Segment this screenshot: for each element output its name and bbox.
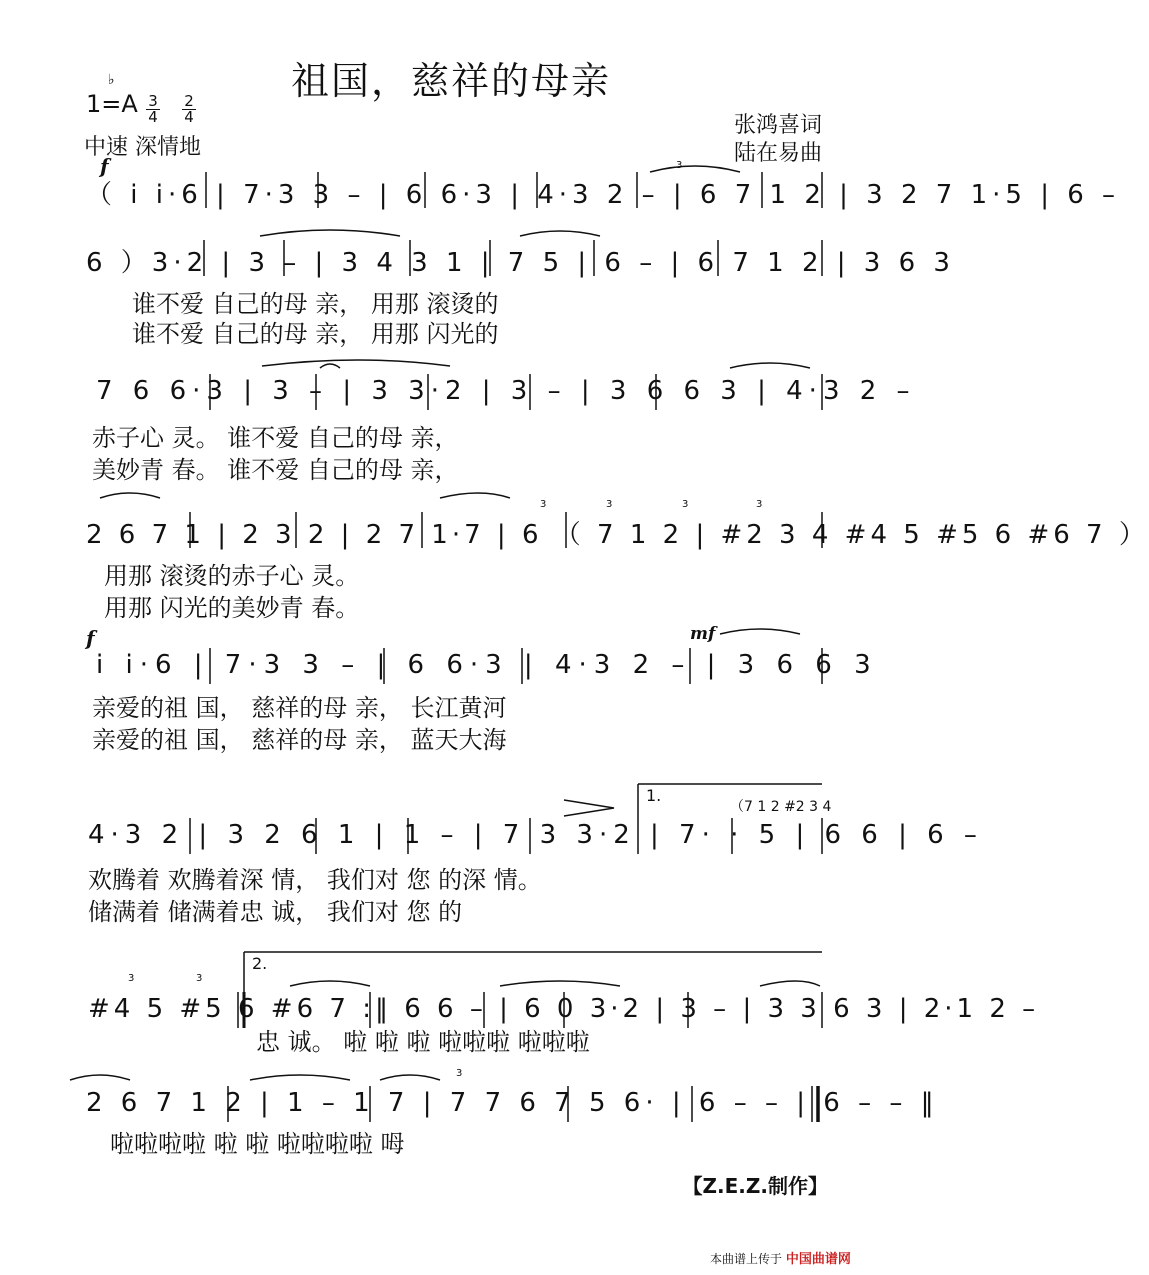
tempo-marking: 中速 深情地 (84, 135, 201, 160)
meter-numerator: 2 (184, 92, 194, 110)
svg-text:3: 3 (676, 160, 683, 171)
lyrics-system-5-verse-1: 亲爱的祖 国， 慈祥的母 亲， 长江黄河 (92, 694, 507, 722)
volta-2-label: 2. (252, 954, 268, 973)
key-letter: A (121, 90, 138, 118)
notation-system-5: i i·6 | 7·3 3 – | 6 6·3 | 4·3 2 – | 3 6 6 3 (96, 650, 878, 680)
lyrics-system-4-verse-1: 用那 滚烫的赤子心 灵。 (104, 562, 360, 590)
svg-text:3: 3 (682, 499, 689, 510)
producer-stamp: 【Z.E.Z.制作】 (682, 1174, 828, 1198)
dynamic-forte: f (86, 626, 95, 650)
svg-text:3: 3 (540, 499, 547, 510)
volta-1-label: 1. (646, 786, 662, 805)
volta-1-grace-notes: （7 1 2 #2 3 4 (730, 799, 832, 815)
lyrics-system-5-verse-2: 亲爱的祖 国， 慈祥的母 亲， 蓝天大海 (92, 726, 507, 754)
key-flat-sign: ♭ (108, 72, 115, 88)
dynamic-mezzo-forte: mf (690, 624, 716, 644)
lyrics-system-6-verse-1: 欢腾着 欢腾着深 情， 我们对 您 的深 情。 (88, 866, 542, 894)
svg-text:3: 3 (456, 1068, 463, 1079)
lyrics-system-8: 啦啦啦啦 啦 啦 啦啦啦啦 呣 (110, 1130, 405, 1158)
notation-system-4: 2 6 7 1 | 2 3 2 | 2 7 1·7 | 6 （ 7 1 2 | #2 3 4 #4 5 #5 6 #6 7 ） (86, 520, 1149, 550)
score-title: 祖国，慈祥的母亲 (290, 59, 611, 103)
meter-denominator: 4 (146, 109, 160, 125)
footer-site-logo: 中国曲谱网 (785, 1252, 851, 1267)
key-prefix: 1= (86, 90, 122, 118)
lyrics-system-7: 忠 诚。 啦 啦 啦 啦啦啦 啦啦啦 (256, 1028, 590, 1056)
lyrics-system-2-verse-1: 谁不爱 自己的母 亲， 用那 滚烫的 (132, 290, 499, 318)
notation-system-2: 6 ）3·2 | 3 – | 3 4 3 1 | 7 5 | 6 – | 6 7 1 2 | 3 6 3 (86, 248, 955, 278)
svg-text:3: 3 (196, 973, 203, 984)
notation-system-6: 4·3 2 | 3 2 6 1 | 1 – | 7 3 3·2 | 7· · 5 | 6 6 | 6 – (88, 820, 983, 850)
composer-credit: 陆在易曲 (733, 141, 822, 166)
dynamic-forte: f (100, 154, 109, 178)
lyrics-system-3-verse-1: 赤子心 灵。 谁不爱 自己的母 亲， (92, 424, 459, 452)
svg-text:3: 3 (128, 973, 135, 984)
lyrics-system-3-verse-2: 美妙青 春。 谁不爱 自己的母 亲， (92, 456, 459, 484)
svg-text:3: 3 (756, 499, 763, 510)
svg-text:3: 3 (606, 499, 613, 510)
footer-upload-note (710, 1248, 851, 1267)
notation-system-8: 2 6 7 1 2 | 1 – 1 7 | 7 7 6 7 5 6· | 6 – – | 6 – – ‖ (86, 1088, 939, 1118)
notation-system-1: （ i i·6 | 7·3 3 – | 6 6·3 | 4·3 2 – | 6 7 1 2 | 3 2 7 1·5 | 6 – (86, 180, 1121, 210)
lyrics-system-4-verse-2: 用那 闪光的美妙青 春。 (104, 594, 360, 622)
notation-system-3: 7 6 6·3 | 3 – | 3 3·2 | 3 – | 3 6 6 3 | 4·3 2 – (96, 376, 916, 406)
lyricist-credit: 张鸿喜词 (733, 113, 822, 138)
meter-numerator: 3 (148, 92, 158, 110)
lyrics-system-2-verse-2: 谁不爱 自己的母 亲， 用那 闪光的 (132, 320, 499, 348)
footer-prefix: 本曲谱上传于 (710, 1252, 783, 1266)
lyrics-system-6-verse-2: 储满着 储满着忠 诚， 我们对 您 的 (88, 898, 463, 926)
notation-system-7: #4 5 #5 6 #6 7 :‖ 6 6 – | 6 0 3·2 | 3 – | 3 3 6 3 | 2·1 2 – (88, 994, 1040, 1024)
meter-denominator: 4 (182, 109, 196, 125)
